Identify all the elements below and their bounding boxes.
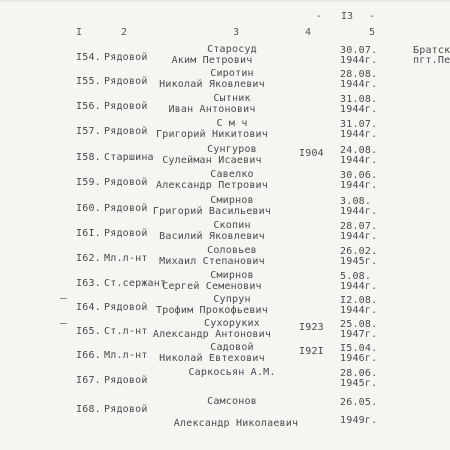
row-number: I67. xyxy=(76,375,101,386)
row-date: 31.07. xyxy=(340,119,378,130)
row-date: 26.05. xyxy=(340,397,378,408)
row-date: 31.08. xyxy=(340,94,378,105)
row-date: 25.08. xyxy=(340,319,378,330)
row-name: Иван Антонович xyxy=(168,104,256,115)
row-number: I55. xyxy=(76,76,101,87)
row-surname: Саркосьян А.М. xyxy=(188,367,276,378)
row-year: 1945г. xyxy=(340,378,378,389)
row-surname: С м ч xyxy=(216,118,248,129)
row-number: I62. xyxy=(76,253,101,264)
row-surname: Сытник xyxy=(213,93,251,104)
row-date: I5.04. xyxy=(340,343,378,354)
header-col5-top: I3 xyxy=(341,11,354,22)
row-name: Михаил Степанович xyxy=(159,256,265,267)
row-place: Братск xyxy=(413,45,450,56)
row-rank: Рядовой xyxy=(104,302,148,313)
row-number: I63. xyxy=(76,278,101,289)
row-place-detail: пгт.Пе xyxy=(413,55,450,66)
row-rank: Ст.сержант xyxy=(104,278,167,289)
row-number: I57. xyxy=(76,126,101,137)
row-surname: Смирнов xyxy=(210,270,254,281)
row-year: 1944г. xyxy=(340,104,378,115)
row-rank: Мл.л-нт xyxy=(104,350,148,361)
row-number: I60. xyxy=(76,203,101,214)
row-year: 1944г. xyxy=(340,55,378,66)
row-rank: Рядовой xyxy=(104,101,148,112)
row-year: 1944г. xyxy=(340,129,378,140)
row-year: 1944г. xyxy=(340,206,378,217)
row-birth-year: I92I xyxy=(299,346,324,357)
row-date: 3.08. xyxy=(340,196,372,207)
margin-mark xyxy=(60,323,67,324)
row-date: 28.08. xyxy=(340,69,378,80)
row-name: Николай Яковлевич xyxy=(159,79,265,90)
row-date: 28.06. xyxy=(340,368,378,379)
row-name: Григорий Васильевич xyxy=(152,206,272,217)
row-name: Сулейман Исаевич xyxy=(162,155,262,166)
row-rank: Рядовой xyxy=(104,126,148,137)
row-birth-year: I904 xyxy=(299,148,324,159)
row-year: 1944г. xyxy=(340,231,378,242)
row-name: Григорий Никитович xyxy=(156,129,268,140)
header-dash-left: - xyxy=(316,11,323,22)
row-surname: Супрун xyxy=(213,294,251,305)
row-name: Аким Петрович xyxy=(171,55,253,66)
header-dash-right: - xyxy=(369,11,376,22)
row-date: 30.07. xyxy=(340,45,378,56)
row-rank: Старшина xyxy=(104,152,154,163)
row-number: I6I. xyxy=(76,228,101,239)
header-col-3: 3 xyxy=(233,27,240,38)
row-number: I68. xyxy=(76,404,101,415)
row-year: 1949г. xyxy=(340,415,378,426)
row-year: 1946г. xyxy=(340,353,378,364)
row-surname: Садовой xyxy=(210,342,254,353)
row-rank: Мл.л-нт xyxy=(104,253,148,264)
row-date: 30.06. xyxy=(340,170,378,181)
row-number: I66. xyxy=(76,350,101,361)
row-name: Александр Петрович xyxy=(156,180,268,191)
header-col-4: 4 xyxy=(305,27,312,38)
row-date: 24.08. xyxy=(340,145,378,156)
row-year: 1944г. xyxy=(340,305,378,316)
row-surname: Сухоруких xyxy=(204,318,260,329)
row-surname: Соловьев xyxy=(207,245,257,256)
row-name: Александр Николаевич xyxy=(173,418,299,429)
row-surname: Самсонов xyxy=(207,396,257,407)
row-name: Александр Антонович xyxy=(152,329,272,340)
row-rank: Рядовой xyxy=(104,228,148,239)
row-rank: Рядовой xyxy=(104,177,148,188)
row-surname: Сиротин xyxy=(210,68,254,79)
row-rank: Рядовой xyxy=(104,76,148,87)
row-year: 1947г. xyxy=(340,329,378,340)
margin-mark xyxy=(60,298,67,299)
row-rank: Рядовой xyxy=(104,375,148,386)
row-number: I54. xyxy=(76,52,101,63)
row-name: Николай Евтехович xyxy=(159,353,265,364)
row-birth-year: I923 xyxy=(299,322,324,333)
row-rank: Рядовой xyxy=(104,52,148,63)
row-number: I56. xyxy=(76,101,101,112)
row-surname: Скопин xyxy=(213,220,251,231)
row-surname: Савелко xyxy=(210,169,254,180)
header-col-5: 5 xyxy=(369,27,376,38)
row-year: 1944г. xyxy=(340,79,378,90)
row-number: I59. xyxy=(76,177,101,188)
row-name: Василий Яковлевич xyxy=(159,231,265,242)
header-col-1: I xyxy=(76,27,83,38)
row-rank: Рядовой xyxy=(104,404,148,415)
row-surname: Старосуд xyxy=(207,44,257,55)
row-surname: Смирнов xyxy=(210,195,254,206)
row-number: I64. xyxy=(76,302,101,313)
row-surname: Сунгуров xyxy=(207,144,257,155)
row-year: 1944г. xyxy=(340,180,378,191)
row-date: 5.08. xyxy=(340,271,372,282)
row-name: Трофим Прокофьевич xyxy=(156,305,268,316)
page-top-edge xyxy=(0,0,450,2)
row-number: I58. xyxy=(76,152,101,163)
row-rank: Рядовой xyxy=(104,203,148,214)
header-col-2: 2 xyxy=(121,27,128,38)
row-year: 1944г. xyxy=(340,155,378,166)
row-year: 1945г. xyxy=(340,256,378,267)
row-rank: Ст.л-нт xyxy=(104,326,148,337)
row-date: 28.07. xyxy=(340,221,378,232)
row-name: Сергей Семенович xyxy=(162,281,262,292)
row-number: I65. xyxy=(76,326,101,337)
row-date: I2.08. xyxy=(340,295,378,306)
row-date: 26.02. xyxy=(340,246,378,257)
row-year: 1944г. xyxy=(340,281,378,292)
